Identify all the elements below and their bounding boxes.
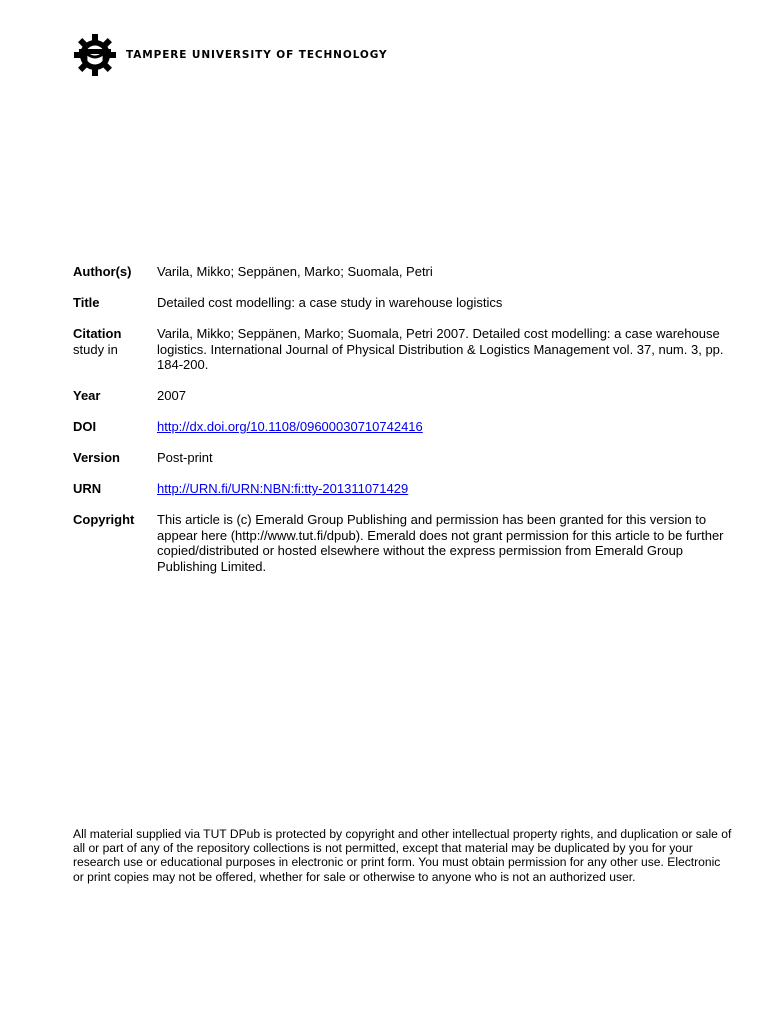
urn-row xyxy=(73,481,733,497)
copyright-value: This article is (c) Emerald Group Publishing and permission has been granted for this version to appear here (http://www.tut.fi/dpub). Emerald does not grant permission for this article to be further copied/distributed or hosted elsewhere without the express permission from Emerald Group Publishing Limited. xyxy=(157,512,724,574)
institution-name: TAMPERE UNIVERSITY OF TECHNOLOGY xyxy=(126,49,388,61)
citation-row xyxy=(73,326,733,373)
authors-value: Varila, Mikko; Seppänen, Marko; Suomala, Petri xyxy=(157,264,433,279)
version-value: Post-print xyxy=(157,450,213,465)
item-metadata xyxy=(73,264,733,574)
year-value: 2007 xyxy=(157,388,186,403)
citation-value: Varila, Mikko; Seppänen, Marko; Suomala, Petri 2007. Detailed cost modelling: a case warehouse logistics. International Journal of Physical Distribution & Logistics Management vol. 37, num. 3, pp. 184-200. xyxy=(157,326,724,372)
title-value: Detailed cost modelling: a case study in warehouse logistics xyxy=(157,295,503,310)
page-header xyxy=(73,33,388,77)
doi-label: DOI xyxy=(73,419,97,434)
version-label: Version xyxy=(73,450,120,465)
urn-label: URN xyxy=(73,481,102,496)
year-label: Year xyxy=(73,388,101,403)
doi-value-cell xyxy=(157,419,733,435)
doi-row xyxy=(73,419,733,435)
doi-link[interactable]: http://dx.doi.org/10.1108/09600030710742416 xyxy=(157,419,423,434)
version-row xyxy=(73,450,733,466)
authors-label: Author(s) xyxy=(73,264,132,279)
citation-label-block xyxy=(73,326,157,357)
urn-value-cell xyxy=(157,481,733,497)
authors-row xyxy=(73,264,733,280)
copyright-label: Copyright xyxy=(73,512,135,527)
citation-label-continuation: study in xyxy=(73,341,118,357)
copyright-notice: All material supplied via TUT DPub is protected by copyright and other intellectual property rights, and duplication or sale of all or part of any of the repository collections is not permitted, except that material may be duplicated by you for your research use or educational purposes in electronic or print form. You must obtain permission for any other use. Electronic or print copies may not be offered, whether for sale or otherwise to anyone who is not an authorized user. xyxy=(73,827,732,884)
title-row xyxy=(73,295,733,311)
year-row xyxy=(73,388,733,404)
gear-bridge-logo-icon xyxy=(73,33,117,77)
title-label: Title xyxy=(73,295,100,310)
copyright-row xyxy=(73,512,733,574)
citation-label: Citation xyxy=(73,326,122,341)
urn-link[interactable]: http://URN.fi/URN:NBN:fi:tty-201311071429 xyxy=(157,481,409,496)
